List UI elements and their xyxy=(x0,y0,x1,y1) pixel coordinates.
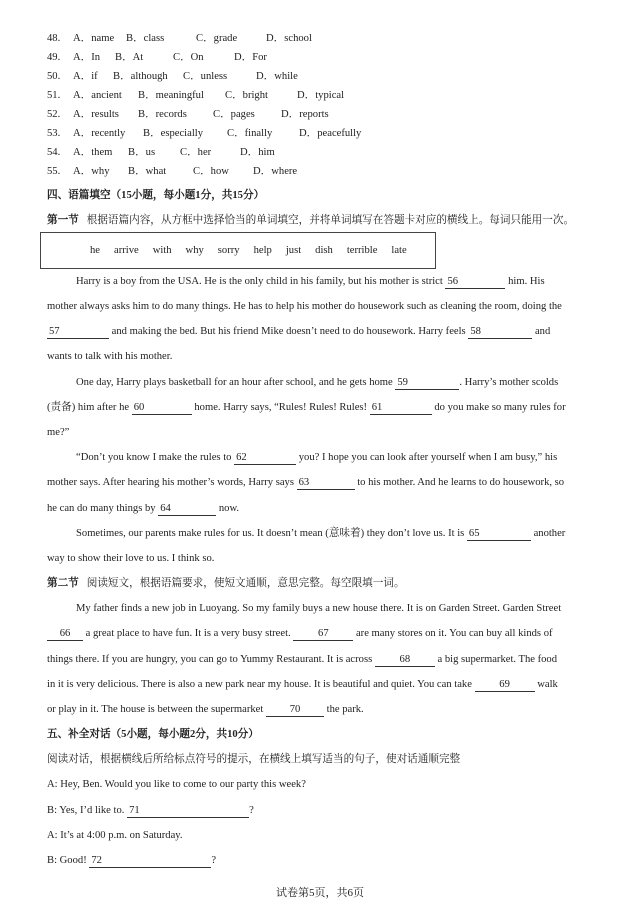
section5-instruction: 阅读对话，根据横线后所给标点符号的提示，在横线上填写适当的句子，使对话通顺完整 xyxy=(47,754,461,765)
blank-64[interactable]: 64 xyxy=(158,503,216,516)
part2-instruction-text: 阅读短文，根据语篇要求，使短文通顺，意思完整。每空限填一词。 xyxy=(86,578,405,589)
dialogue-line4: B: Good! 72 ? xyxy=(47,855,217,866)
choice-option: B．records xyxy=(138,109,187,120)
choice-option: A．In xyxy=(73,52,101,63)
question-number: 50. xyxy=(47,71,61,82)
word-box-item: help xyxy=(253,245,272,256)
word-box-words xyxy=(90,245,421,256)
passage5-line4: in it is very delicious. There is also a new park near my house. It is beautiful and quiet. You can take 69 walk xyxy=(47,679,558,690)
blank-72[interactable]: 72 xyxy=(89,855,211,868)
part2-instruction xyxy=(47,577,405,591)
choice-option: C．how xyxy=(193,166,229,177)
choice-option: C．grade xyxy=(196,33,238,44)
word-box-item: terrible xyxy=(346,245,378,256)
blank-70[interactable]: 70 xyxy=(266,704,324,717)
blank-58[interactable]: 58 xyxy=(468,326,532,339)
passage2-line3: me?” xyxy=(47,427,70,438)
blank-56[interactable]: 56 xyxy=(445,276,505,289)
passage5-line1: My father finds a new job in Luoyang. So my family buys a new house there. It is on Garden Street. Garden Street xyxy=(76,603,562,614)
choice-option: A．them xyxy=(73,147,113,158)
choice-option: D．typical xyxy=(297,90,345,101)
choice-option: D．For xyxy=(234,52,267,63)
choice-option: A．why xyxy=(73,166,110,177)
part1-instruction-text: 根据语篇内容，从方框中选择恰当的单词填空，并将单词填写在答题卡对应的横线上。每词只能用一次。 xyxy=(86,215,575,226)
choice-option: C．pages xyxy=(213,109,255,120)
choice-option: D．peacefully xyxy=(299,128,362,139)
blank-63[interactable]: 63 xyxy=(297,477,355,490)
choice-option: B．meaningful xyxy=(138,90,204,101)
blank-62[interactable]: 62 xyxy=(234,452,296,465)
dialogue-line3: A: It’s at 4:00 p.m. on Saturday. xyxy=(47,830,183,841)
word-box-item: just xyxy=(285,245,302,256)
passage3-line1: “Don’t you know I make the rules to 62 you? I hope you can look after yourself when I am busy,” his xyxy=(76,452,558,463)
choice-option: A．results xyxy=(73,109,119,120)
choice-row xyxy=(47,146,393,160)
passage5-line3: things there. If you are hungry, you can go to Yummy Restaurant. It is across 68 a big supermarket. The food xyxy=(47,654,558,665)
section5-title: 五、补全对话（5小题，每小题2分，共10分） xyxy=(47,729,259,740)
passage5-line5: or play in it. The house is between the supermarket 70 the park. xyxy=(47,704,364,715)
part2-label: 第二节 xyxy=(47,578,79,589)
part1-label: 第一节 xyxy=(47,215,79,226)
word-box xyxy=(40,232,436,269)
choice-option: C．her xyxy=(180,147,212,158)
choice-row xyxy=(47,127,393,141)
dialogue-line2: B: Yes, I’d like to. 71 ? xyxy=(47,805,254,816)
word-box-item: sorry xyxy=(217,245,240,256)
passage2-line2: (责备) him after he 60 home. Harry says, “Rules! Rules! Rules! 61 do you make so many rules for xyxy=(47,402,566,413)
word-box-item: he xyxy=(90,245,100,256)
passage3-line2: mother says. After hearing his mother’s words, Harry says 63 to his mother. And he learns to do housework, so xyxy=(47,477,565,488)
section4-title: 四、语篇填空（15小题，每小题1分，共15分） xyxy=(47,190,265,201)
dialogue-line1: A: Hey, Ben. Would you like to come to our party this week? xyxy=(47,779,306,790)
choice-row xyxy=(47,32,393,46)
question-number: 55. xyxy=(47,166,61,177)
choice-option: C．bright xyxy=(225,90,268,101)
passage1-line4: wants to talk with his mother. xyxy=(47,351,173,362)
choice-row xyxy=(47,108,393,122)
choice-option: A．name xyxy=(73,33,115,44)
choice-option: B．although xyxy=(113,71,168,82)
blank-71[interactable]: 71 xyxy=(127,805,249,818)
choice-option: D．school xyxy=(266,33,312,44)
blank-60[interactable]: 60 xyxy=(132,402,192,415)
choice-option: C．finally xyxy=(227,128,273,139)
choice-row xyxy=(47,165,393,179)
choice-option: D．reports xyxy=(281,109,329,120)
choice-option: B．At xyxy=(115,52,144,63)
blank-57[interactable]: 57 xyxy=(47,326,109,339)
choice-option: D．him xyxy=(240,147,275,158)
passage1-line3: 57 and making the bed. But his friend Mike doesn’t need to do housework. Harry feels 58 and xyxy=(49,326,551,337)
passage5-line2: 66 a great place to have fun. It is a very busy street. 67 are many stores on it. You can buy all kinds of xyxy=(47,627,597,641)
question-number: 51. xyxy=(47,90,61,101)
question-number: 54. xyxy=(47,147,61,158)
passage4-line1: Sometimes, our parents make rules for us. It doesn’t mean (意味着) they don’t love us. It is 65 another xyxy=(76,528,566,539)
choice-option: B．us xyxy=(128,147,156,158)
choice-option: B．what xyxy=(128,166,167,177)
passage3-line3: he can do many things by 64 now. xyxy=(47,503,240,514)
word-box-item: why xyxy=(185,245,204,256)
choice-option: D．while xyxy=(256,71,298,82)
question-number: 48. xyxy=(47,33,61,44)
choice-option: B．class xyxy=(126,33,165,44)
choice-option: A．if xyxy=(73,71,98,82)
passage2-line1: One day, Harry plays basketball for an hour after school, and he gets home 59 . Harry’s mother scolds xyxy=(76,377,559,388)
blank-66[interactable]: 66 xyxy=(47,628,83,641)
blank-67[interactable]: 67 xyxy=(293,628,353,641)
choice-option: D．where xyxy=(253,166,298,177)
choice-option: A．ancient xyxy=(73,90,122,101)
blank-59[interactable]: 59 xyxy=(395,377,459,390)
question-number: 52. xyxy=(47,109,61,120)
word-box-item: with xyxy=(152,245,172,256)
choice-option: C．On xyxy=(173,52,204,63)
blank-65[interactable]: 65 xyxy=(467,528,531,541)
word-box-item: arrive xyxy=(114,245,139,256)
word-box-item: late xyxy=(391,245,407,256)
question-number: 49. xyxy=(47,52,61,63)
passage4-line2: way to show their love to us. I think so. xyxy=(47,553,215,564)
choice-row xyxy=(47,70,393,84)
choice-option: B．especially xyxy=(143,128,204,139)
part1-instruction xyxy=(47,214,574,228)
choice-row xyxy=(47,51,393,65)
word-box-item: dish xyxy=(315,245,333,256)
passage1-line2: mother always asks him to do many things. He has to help his mother do housework such as cleaning the room, doing the xyxy=(47,301,562,312)
choice-option: C．unless xyxy=(183,71,228,82)
blank-68[interactable]: 68 xyxy=(375,654,435,667)
choice-row xyxy=(47,89,393,103)
choice-option: A．recently xyxy=(73,128,126,139)
blank-61[interactable]: 61 xyxy=(370,402,432,415)
blank-69[interactable]: 69 xyxy=(475,679,535,692)
question-number: 53. xyxy=(47,128,61,139)
passage1-line1: Harry is a boy from the USA. He is the only child in his family, but his mother is strict 56 him. His xyxy=(76,276,545,287)
page-footer: 试卷第5页，共6页 xyxy=(276,887,364,899)
